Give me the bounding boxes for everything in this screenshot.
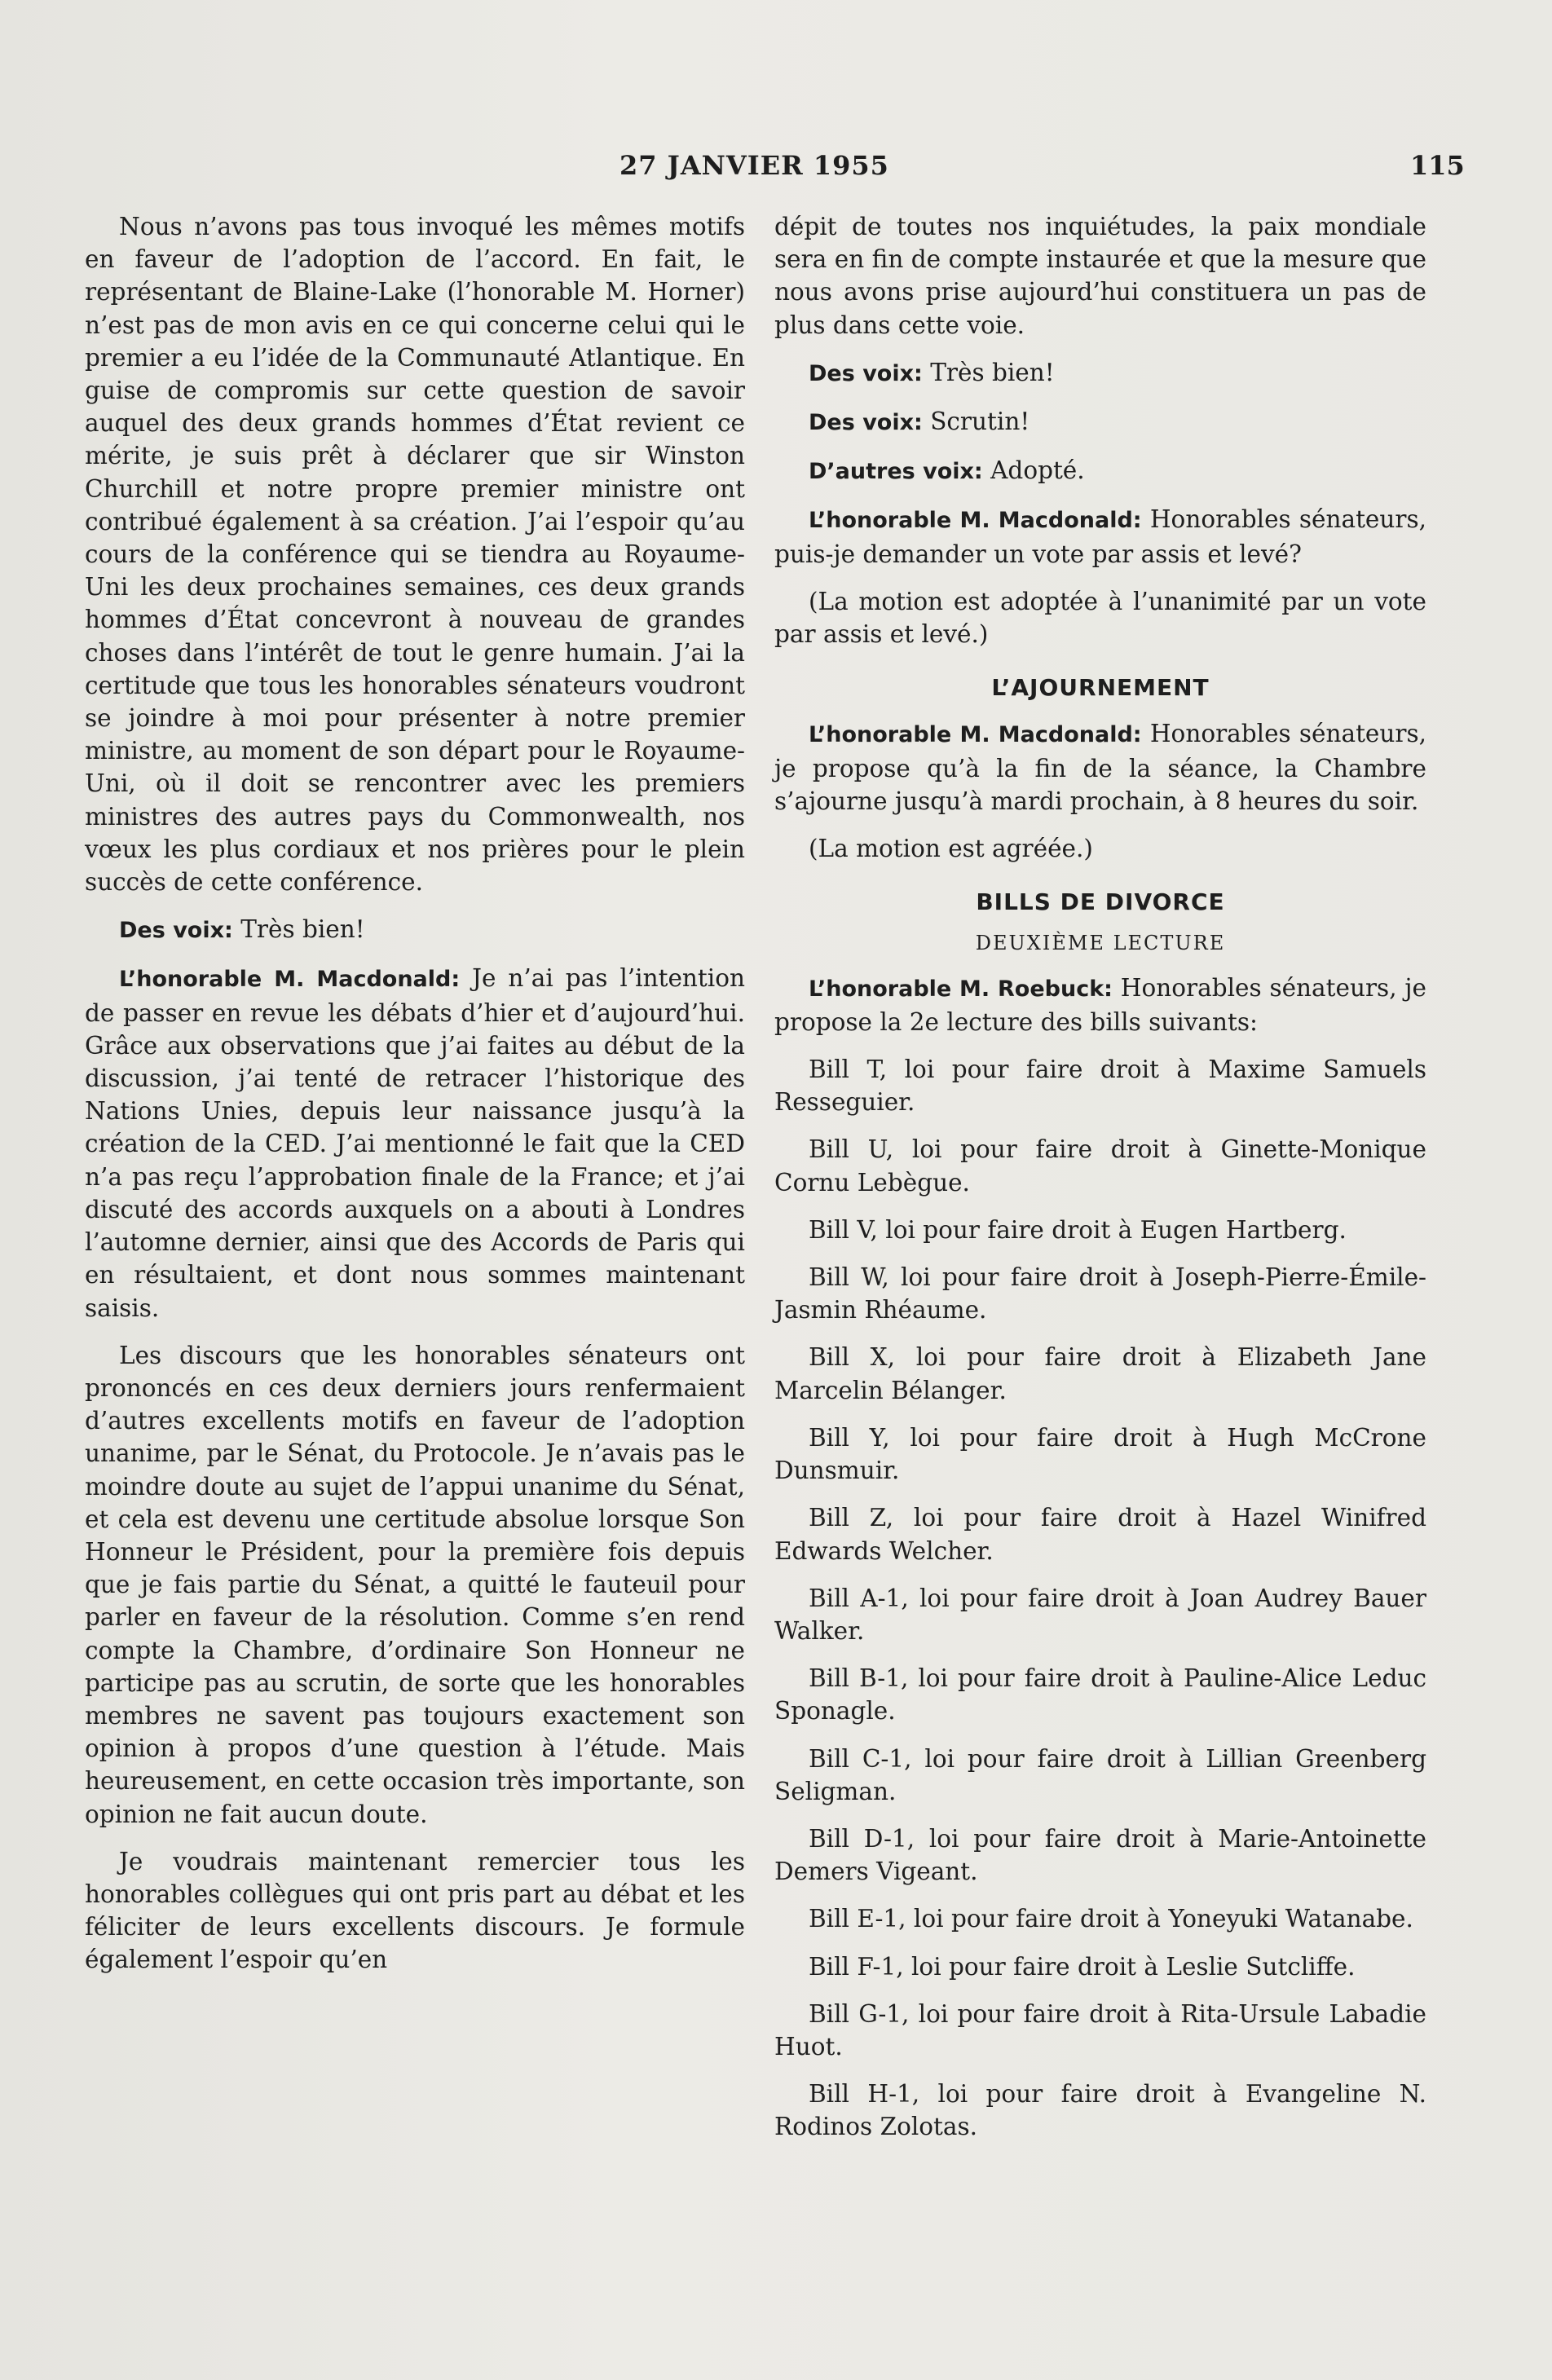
bill-item: Bill W, loi pour faire droit à Joseph-Pierre-Émile-Jasmin Rhéaume. [774,1263,1426,1324]
paragraph [85,913,745,947]
speech-text: Je n’ai pas l’intention de passer en revue les débats d’hier et d’aujourd’hui. Grâce aux observations que j’ai faites au début de la discussion, j’ai tenté de retracer l’historique des Nations Unies, depuis leur naissance jusqu’à la création de la CED. J’ai mentionné le fait que la CED n’a pas reçu l’approbation finale de la France; et j’ai discuté des accords auxquels on a abouti à Londres l’automne dernier, ainsi que des Accords de Paris qui en résultaient, et dont nous sommes maintenant saisis. [85,964,745,1322]
speech-text: Très bien! [930,358,1055,386]
paragraph: Je voudrais maintenant remercier tous les honorables collègues qui ont pris part au débat et les féliciter de leurs excellents discours. Je formule également l’espoir qu’en [85,1847,745,1974]
page-number: 115 [1410,150,1465,181]
bill-item: Bill X, loi pour faire droit à Elizabeth Jane Marcelin Bélanger. [774,1343,1426,1404]
bill-item: Bill G-1, loi pour faire droit à Rita-Ursule Labadie Huot. [774,1999,1426,2060]
bill-item: Bill D-1, loi pour faire droit à Marie-Antoinette Demers Vigeant. [774,1824,1426,1886]
bill-item: Bill V, loi pour faire droit à Eugen Hartberg. [809,1215,1347,1244]
speaker-label: Des voix: [119,918,233,944]
speech-text: Honorables sénateurs, puis-je demander un vote par assis et levé? [774,505,1426,568]
paragraph [774,503,1426,570]
bill-item: Bill Z, loi pour faire droit à Hazel Winifred Edwards Welcher. [774,1504,1426,1565]
bill-item: Bill F-1, loi pour faire droit à Leslie Sutcliffe. [809,1952,1356,1981]
paragraph: Nous n’avons pas tous invoqué les mêmes motifs en faveur de l’adoption de l’accord. En fait, le représentant de Blaine-Lake (l’honorable M. Horner) n’est pas de mon avis en ce qui concerne celui qui le premier a eu l’idée de la Communauté Atlantique. En guise de compromis sur cette question de savoir auquel des deux grands hommes d’État revient ce mérite, je suis prêt à déclarer que sir Winston Churchill et notre propre premier ministre ont contribué également à sa création. J’ai l’espoir qu’au cours de la conférence qui se tiendra au Royaume-Uni les deux prochaines semaines, ces deux grands hommes d’État concevront à nouveau de grandes choses dans l’intérêt de tout le genre humain. J’ai la certitude que tous les honorables sénateurs voudront se joindre à moi pour présenter à notre premier ministre, au moment de son départ pour le Royaume-Uni, où il doit se rencontrer avec les premiers ministres des autres pays du Commonwealth, nos vœux les plus cordiaux et nos prières pour le plein succès de cette conférence. [85,213,745,897]
left-column [85,210,745,1991]
section-heading-bills: BILLS DE DIVORCE [976,888,1225,916]
paragraph [774,717,1426,818]
paragraph [774,356,1426,390]
speaker-label: Des voix: [809,360,923,386]
bill-item: Bill U, loi pour faire droit à Ginette-Monique Cornu Lebègue. [774,1135,1426,1197]
speech-text: Honorables sénateurs, je propose la 2e lecture des bills suivants: [774,973,1426,1036]
speaker-label: D’autres voix: [809,459,983,485]
page-header [0,150,1552,199]
paragraph [774,972,1426,1038]
bill-item: Bill B-1, loi pour faire droit à Pauline-Alice Leduc Sponagle. [774,1664,1426,1726]
header-date: 27 JANVIER 1955 [619,150,889,181]
paragraph: Les discours que les honorables sénateurs ont prononcés en ces deux derniers jours renfermaient d’autres excellents motifs en faveur de l’adoption unanime, par le Sénat, du Protocole. Je n’avais pas le moindre doute au sujet de l’appui unanime du Sénat, et cela est devenu une certitude absolue lorsque Son Honneur le Président, pour la première fois depuis que je fais partie du Sénat, a quitté le fauteuil pour parler en faveur de la résolution. Comme s’en rend compte la Chambre, d’ordinaire Son Honneur ne participe pas au scrutin, de sorte que les honorables membres ne savent pas toujours exactement son opinion à propos d’une question à l’étude. Mais heureusement, en cette occasion très importante, son opinion ne fait aucun doute. [85,1341,745,1828]
section-subheading: DEUXIÈME LECTURE [975,932,1226,955]
bill-item: Bill T, loi pour faire droit à Maxime Samuels Resseguier. [774,1056,1426,1117]
section-heading-ajournement: L’AJOURNEMENT [991,674,1210,702]
speech-text: Honorables sénateurs, je propose qu’à la fin de la séance, la Chambre s’ajourne jusqu’à mardi prochain, à 8 heures du soir. [774,720,1426,815]
speech-text: Très bien! [240,915,365,944]
speaker-label: L’honorable M. Macdonald: [119,967,461,993]
paragraph [85,962,745,1324]
speaker-label: Des voix: [809,410,923,436]
right-column [774,210,1426,2158]
paragraph: (La motion est agréée.) [809,835,1093,863]
speaker-label: L’honorable M. Macdonald: [809,508,1142,534]
bill-item: Bill H-1, loi pour faire droit à Evangeline N. Rodinos Zolotas. [774,2080,1426,2141]
paragraph: (La motion est adoptée à l’unanimité par un vote par assis et levé.) [774,587,1426,649]
bill-item: Bill C-1, loi pour faire droit à Lillian Greenberg Seligman. [774,1744,1426,1805]
bill-item: Bill A-1, loi pour faire droit à Joan Audrey Bauer Walker. [774,1584,1426,1645]
bill-item: Bill Y, loi pour faire droit à Hugh McCrone Dunsmuir. [774,1423,1426,1485]
speech-text: Adopté. [990,456,1085,485]
speaker-label: L’honorable M. Roebuck: [809,976,1113,1002]
speech-text: Scrutin! [930,408,1030,436]
bill-item: Bill E-1, loi pour faire droit à Yoneyuki Watanabe. [809,1905,1413,1933]
speaker-label: L’honorable M. Macdonald: [809,722,1142,748]
bill-list [774,1053,1426,2143]
paragraph: dépit de toutes nos inquiétudes, la paix mondiale sera en fin de compte instaurée et que la mesure que nous avons prise aujourd’hui constituera un pas de plus dans cette voie. [774,213,1426,339]
paragraph [774,405,1426,439]
paragraph [774,454,1426,488]
